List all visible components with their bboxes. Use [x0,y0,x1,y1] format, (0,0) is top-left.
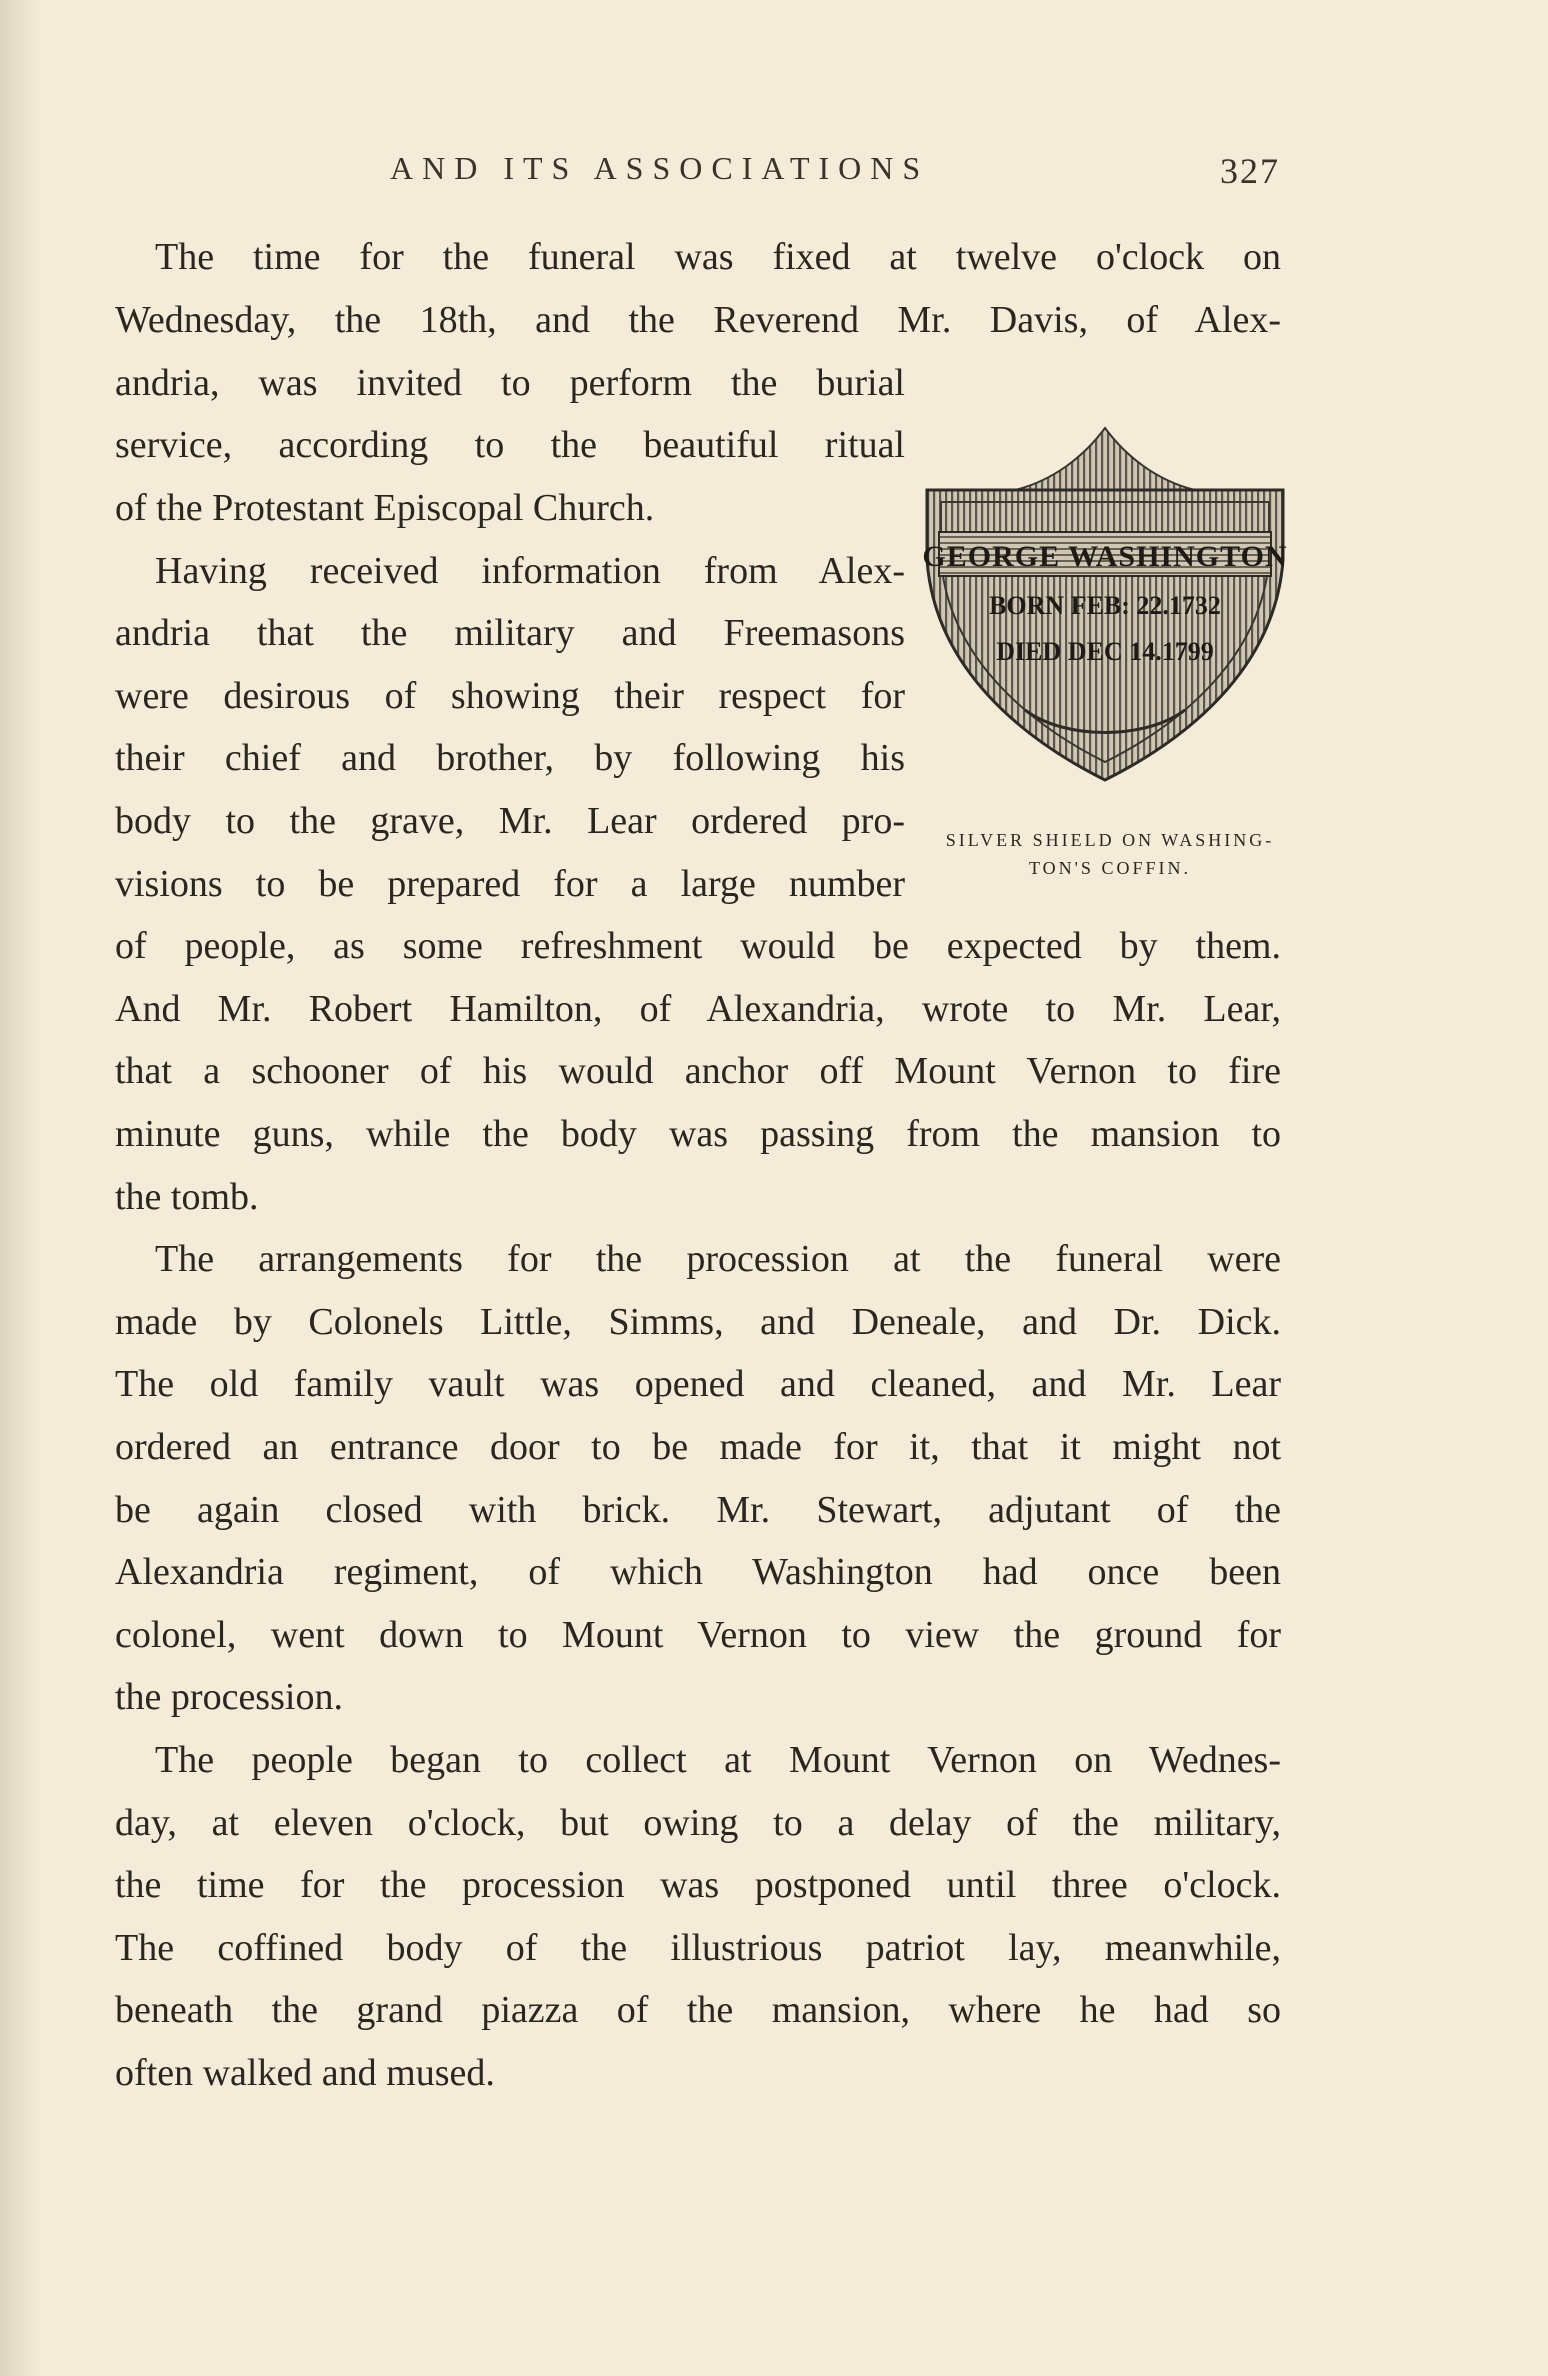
text-line: Wednesday, the 18th, and the Reverend Mr. Davis, of Alex- [115,299,1281,341]
text-line: their chief and brother, by following his [115,737,905,779]
shield-died-text: DIED DEC 14.1799 [996,637,1214,666]
text-line: service, according to the beautiful ritual [115,424,905,466]
text-line: the tomb. [115,1176,259,1218]
text-line: were desirous of showing their respect for [115,675,905,717]
shield-illustration [915,410,1295,810]
text-line: made by Colonels Little, Simms, and Deneale, and Dr. Dick. [115,1301,1281,1343]
text-line: be again closed with brick. Mr. Stewart, adjutant of the [115,1489,1281,1531]
text-line: ordered an entrance door to be made for it, that it might not [115,1426,1281,1468]
text-line: minute guns, while the body was passing from the mansion to [115,1113,1281,1155]
text-line: The old family vault was opened and cleaned, and Mr. Lear [115,1363,1281,1405]
page-edge-shadow [0,0,40,2376]
text-line: Alexandria regiment, of which Washington had once been [115,1551,1281,1593]
text-line: andria, was invited to perform the burial [115,362,905,404]
text-line: day, at eleven o'clock, but owing to a delay of the military, [115,1802,1281,1844]
text-line: the procession. [115,1676,343,1718]
running-head-title: AND ITS ASSOCIATIONS [390,150,930,186]
text-line: Having received information from Alex- [155,550,905,592]
shield-name-text: GEORGE WASHINGTON [922,540,1288,573]
silver-shield-figure [915,410,1295,810]
page-number: 327 [1220,151,1280,191]
text-line: The arrangements for the procession at the funeral were [155,1238,1281,1280]
text-line: beneath the grand piazza of the mansion, where he had so [115,1989,1281,2031]
text-line: And Mr. Robert Hamilton, of Alexandria, wrote to Mr. Lear, [115,988,1281,1030]
text-line: body to the grave, Mr. Lear ordered pro- [115,800,905,842]
text-line: The coffined body of the illustrious patriot lay, meanwhile, [115,1927,1281,1969]
text-line: visions to be prepared for a large number [115,863,905,905]
text-line: andria that the military and Freemasons [115,612,905,654]
text-line: the time for the procession was postponed until three o'clock. [115,1864,1281,1906]
text-line: that a schooner of his would anchor off Mount Vernon to fire [115,1050,1281,1092]
running-head [120,150,1280,194]
shield-born-text: BORN FEB: 22.1732 [989,591,1221,620]
text-line: of people, as some refreshment would be expected by them. [115,925,1281,967]
figure-caption: SILVER SHIELD ON WASHING-TON'S COFFIN. [945,830,1275,878]
text-line: The people began to collect at Mount Vernon on Wednes- [155,1739,1281,1781]
text-line: often walked and mused. [115,2052,495,2094]
text-line: of the Protestant Episcopal Church. [115,487,655,529]
text-line: The time for the funeral was fixed at twelve o'clock on [155,236,1281,278]
text-line: colonel, went down to Mount Vernon to view the ground for [115,1614,1281,1656]
